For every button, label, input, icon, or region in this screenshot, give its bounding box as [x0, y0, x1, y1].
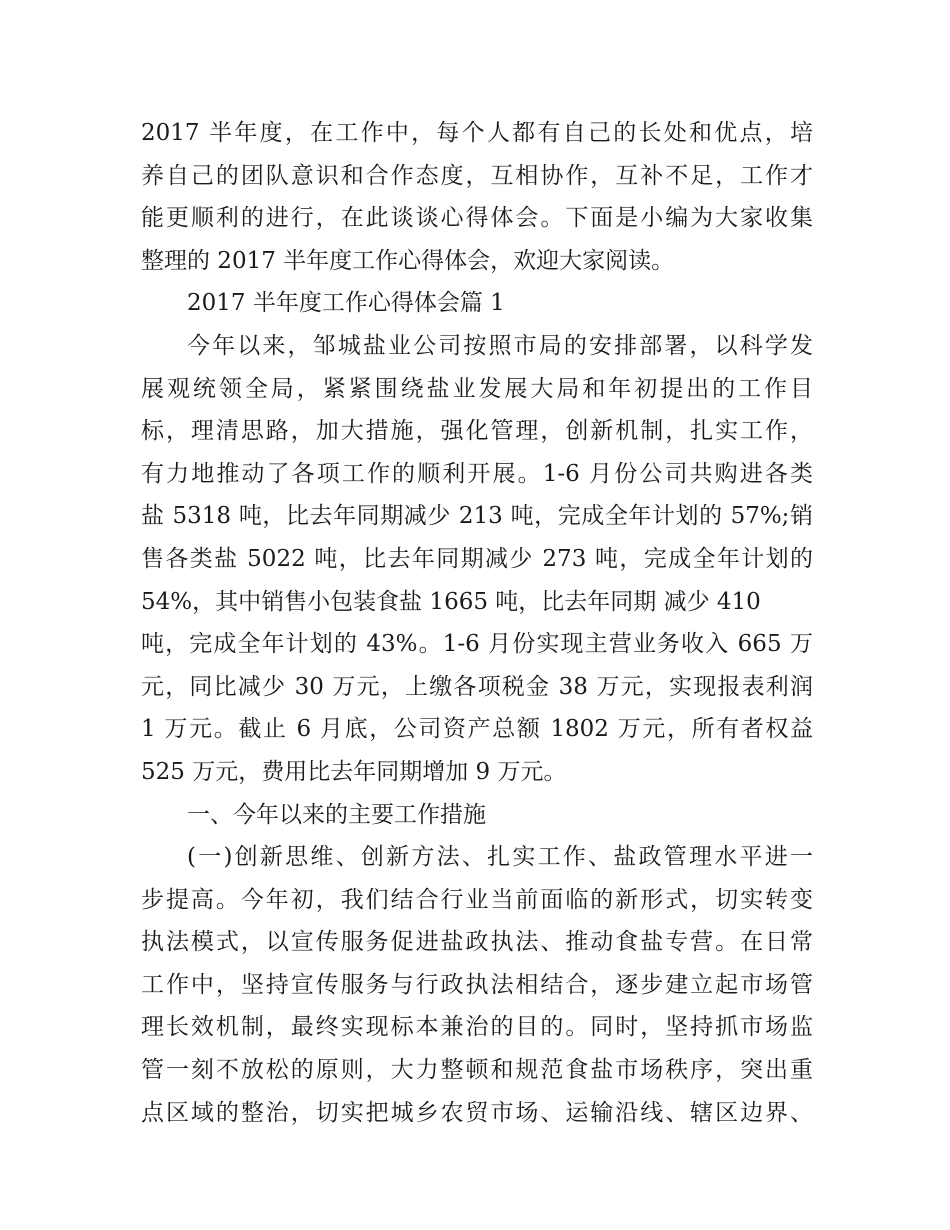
text-line: 有力地推动了各项工作的顺利开展。1-6 月份公司共购进各类	[141, 460, 813, 487]
text-line: 525 万元，费用比去年同期增加 9 万元。	[141, 758, 567, 785]
text-line: 售各类盐 5022 吨，比去年同期减少 273 吨，完成全年计划的	[141, 545, 813, 572]
section-heading: 2017 半年度工作心得体会篇 1	[187, 290, 505, 317]
text-line: 点区域的整治，切实把城乡农贸市场、运输沿线、辖区边界、	[141, 1099, 813, 1126]
text-line: 展观统领全局，紧紧围绕盐业发展大局和年初提出的工作目	[141, 375, 813, 402]
text-line: 整理的 2017 半年度工作心得体会，欢迎大家阅读。	[141, 247, 675, 274]
text-line: 管一刻不放松的原则，大力整顿和规范食盐市场秩序，突出重	[141, 1057, 813, 1084]
text-line: 1 万元。截止 6 月底，公司资产总额 1802 万元，所有者权益	[141, 716, 813, 743]
text-line: 养自己的团队意识和合作态度，互相协作，互补不足，工作才	[141, 162, 813, 189]
section-heading: 一、今年以来的主要工作措施	[187, 801, 486, 828]
text-line: (一)创新思维、创新方法、扎实工作、盐政管理水平进一	[187, 844, 813, 871]
text-line: 盐 5318 吨，比去年同期减少 213 吨，完成全年计划的 57%;销	[141, 503, 813, 530]
text-line: 执法模式，以宣传服务促进盐政执法、推动食盐专营。在日常	[141, 929, 813, 956]
text-line: 理长效机制，最终实现标本兼治的目的。同时，坚持抓市场监	[141, 1014, 813, 1041]
text-line: 工作中，坚持宣传服务与行政执法相结合，逐步建立起市场管	[141, 971, 813, 998]
document-body	[141, 112, 813, 1134]
text-line: 能更顺利的进行，在此谈谈心得体会。下面是小编为大家收集	[141, 205, 813, 232]
text-line: 标，理清思路，加大措施，强化管理，创新机制，扎实工作，	[141, 418, 813, 445]
text-line: 今年以来，邹城盐业公司按照市局的安排部署，以科学发	[187, 332, 813, 359]
text-line: 54%，其中销售小包装食盐 1665 吨，比去年同期 减少 410	[141, 588, 761, 615]
text-line: 步提高。今年初，我们结合行业当前面临的新形式，切实转变	[141, 886, 813, 913]
text-line: 2017 半年度，在工作中，每个人都有自己的长处和优点，培	[141, 120, 813, 146]
text-line: 元，同比减少 30 万元，上缴各项税金 38 万元，实现报表利润	[141, 673, 813, 700]
text-line: 吨，完成全年计划的 43%。1-6 月份实现主营业务收入 665 万	[141, 631, 813, 658]
